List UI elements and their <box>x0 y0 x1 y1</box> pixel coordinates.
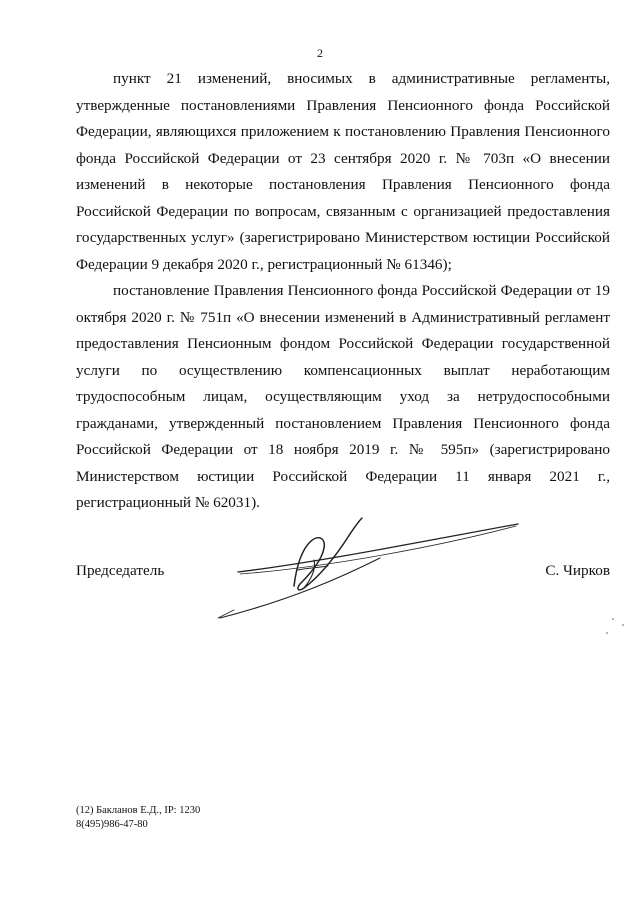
signatory-name: С. Чирков <box>545 562 610 579</box>
signatory-role: Председатель <box>76 562 165 579</box>
executor-footer <box>76 804 200 832</box>
page-number: 2 <box>317 46 323 60</box>
scan-speck <box>622 624 624 626</box>
paragraph-amendment-item-21: пункт 21 изменений, вносимых в административные регламенты, утвержденные постановлениями Правления Пенсионного фонда Российской Федерации, являющихся приложением к постановлению Правления Пенсионного фонда Российской Федерации от 23 сентября 2020 г. № 703п «О внесении изменений в некоторые постановления Правления Пенсионного фонда Российской Федерации по вопросам, связанным с организацией предоставления государственных услуг» (зарегистрировано Министерством юстиции Российской Федерации 9 декабря 2020 г., регистрационный № 61346); <box>76 70 610 273</box>
executor-phone: 8(495)986-47-80 <box>76 819 148 830</box>
body-text <box>76 66 610 517</box>
scan-speck <box>606 632 608 634</box>
scan-speck <box>612 618 614 620</box>
handwritten-signature <box>200 512 530 630</box>
paragraph-resolution-751p: постановление Правления Пенсионного фонда Российской Федерации от 19 октября 2020 г. № 751п «О внесении изменений в Административный регламент предоставления Пенсионным фондом Российской Федерации государственной услуги по осуществлению компенсационных выплат неработающим трудоспособным лицам, осуществляющим уход за нетрудоспособными гражданами, утвержденный постановлением Правления Пенсионного фонда Российской Федерации от 18 ноября 2019 г. № 595п» (зарегистрировано Министерством юстиции Российской Федерации 11 января 2021 г., регистрационный № 62031). <box>76 282 610 511</box>
executor-info: (12) Бакланов Е.Д., IP: 1230 <box>76 805 201 816</box>
